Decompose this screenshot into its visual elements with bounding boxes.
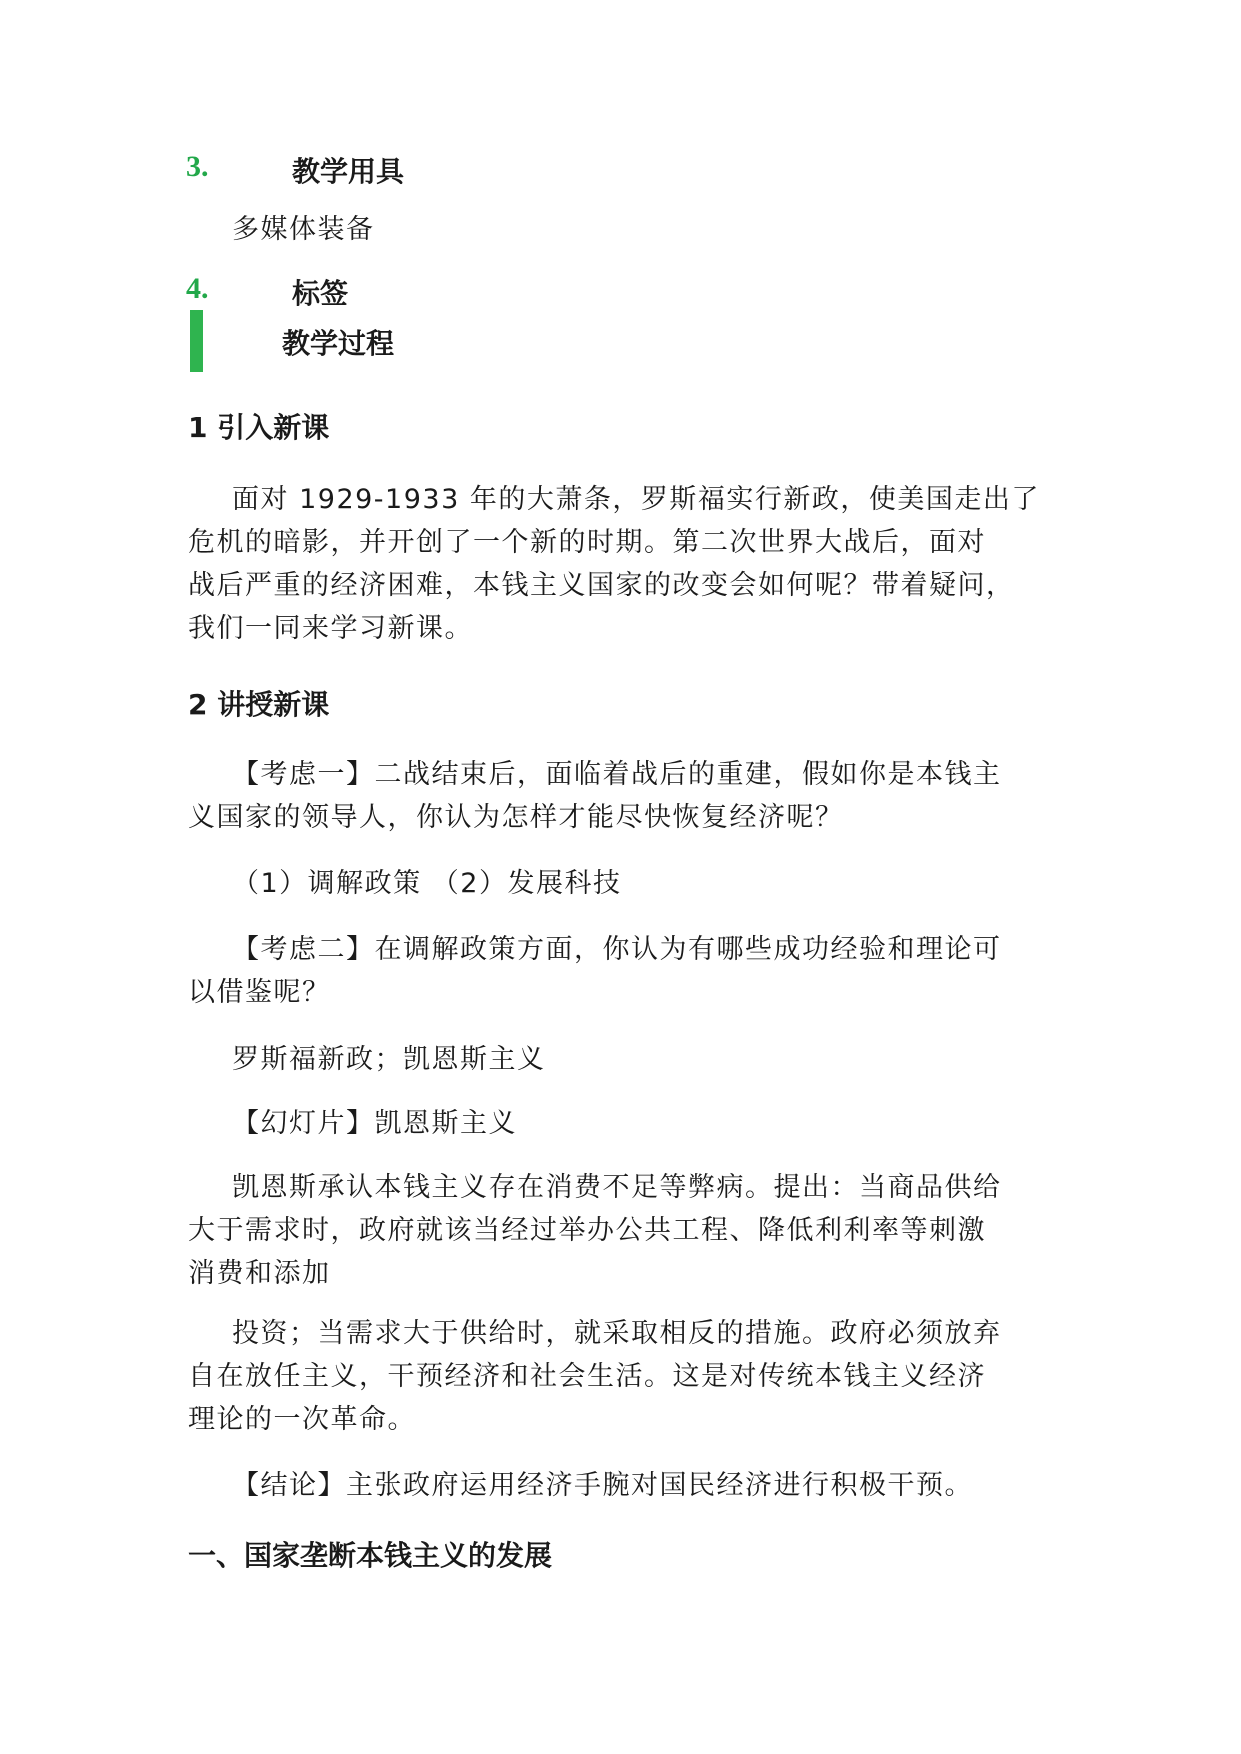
question-2-line: 以借鉴呢？ xyxy=(188,977,331,1008)
section-3-title: 教学用具 xyxy=(292,155,405,188)
invest-paragraph xyxy=(188,1312,1078,1441)
section-4-title: 标签 xyxy=(292,277,349,310)
invest-line: 自在放任主义，干预经济和社会生活。这是对传统本钱主义经济 xyxy=(188,1361,986,1392)
section-3-number: 3. xyxy=(186,150,209,183)
slide-line: 【幻灯片】凯恩斯主义 xyxy=(232,1108,517,1139)
answer-1 xyxy=(188,862,1078,905)
section-4-number: 4. xyxy=(186,272,209,305)
question-1 xyxy=(188,753,1078,839)
intro-paragraph xyxy=(188,478,1078,650)
keynes-line: 大于需求时，政府就该当经过举办公共工程、降低利利率等刺激 xyxy=(188,1215,986,1246)
answer-2 xyxy=(188,1038,1078,1081)
answer-2-line: 罗斯福新政；凯恩斯主义 xyxy=(232,1044,546,1075)
keynes-line: 凯恩斯承认本钱主义存在消费不足等弊病。提出：当商品供给 xyxy=(232,1172,1002,1203)
intro-line: 面对 1929-1933 年的大萧条，罗斯福实行新政，使美国走出了 xyxy=(232,484,1040,515)
invest-line: 投资；当需求大于供给时，就采取相反的措施。政府必须放弃 xyxy=(232,1318,1002,1349)
process-title: 教学过程 xyxy=(282,327,395,360)
question-2-line: 【考虑二】在调解政策方面，你认为有哪些成功经验和理论可 xyxy=(232,934,1002,965)
keynes-line: 消费和添加 xyxy=(188,1258,331,1289)
heading-accent-bar xyxy=(190,310,203,372)
conclusion xyxy=(188,1464,1078,1507)
slide-label xyxy=(188,1102,1078,1145)
question-2 xyxy=(188,928,1078,1014)
question-1-line: 【考虑一】二战结束后，面临着战后的重建，假如你是本钱主 xyxy=(232,759,1002,790)
intro-line: 危机的暗影，并开创了一个新的时期。第二次世界大战后，面对 xyxy=(188,527,986,558)
intro-line: 我们一同来学习新课。 xyxy=(188,613,473,644)
teach-heading: 2 讲授新课 xyxy=(188,688,330,721)
invest-line: 理论的一次革命。 xyxy=(188,1404,416,1435)
intro-heading: 1 引入新课 xyxy=(188,411,330,444)
equipment-text: 多媒体装备 xyxy=(232,214,375,245)
intro-line: 战后严重的经济困难，本钱主义国家的改变会如何呢？带着疑问， xyxy=(188,570,1015,601)
conclusion-line: 【结论】主张政府运用经济手腕对国民经济进行积极干预。 xyxy=(232,1470,973,1501)
section-one-heading: 一、国家垄断本钱主义的发展 xyxy=(188,1539,553,1572)
keynes-paragraph xyxy=(188,1166,1078,1295)
answer-1-line: （1）调解政策 （2）发展科技 xyxy=(232,868,622,899)
question-1-line: 义国家的领导人，你认为怎样才能尽快恢复经济呢？ xyxy=(188,802,844,833)
